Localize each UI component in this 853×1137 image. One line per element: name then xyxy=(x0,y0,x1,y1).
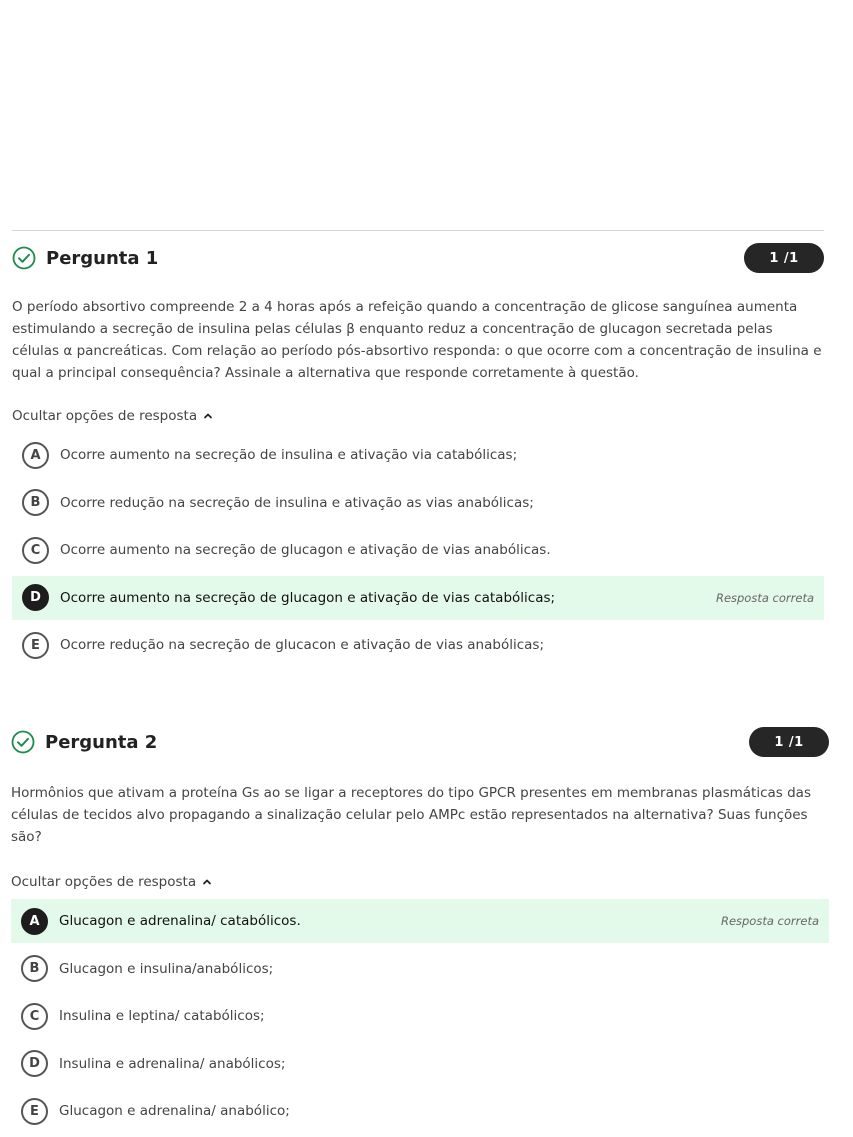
option-letter: E xyxy=(21,1098,48,1125)
option-text: Glucagon e insulina/anabólicos; xyxy=(59,960,274,977)
option-e[interactable] xyxy=(12,623,824,667)
option-letter: A xyxy=(21,908,48,935)
question-header xyxy=(12,242,824,274)
option-text: Ocorre aumento na secreção de insulina e ativação via catabólicas; xyxy=(60,447,518,463)
option-c[interactable] xyxy=(11,994,829,1038)
question-text: O período absortivo compreende 2 a 4 horas após a refeição quando a concentração de glicose sanguínea aumenta estimulando a secreção de insulina pelas células β enquanto reduz a concentração de glucagon secretada pelas células α pancreáticas. Com relação ao período pós-absortivo responda: o que ocorre com a concentração de insulina e qual a principal consequência? Assinale a alternativa que responde corretamente à questão. xyxy=(12,299,822,381)
option-letter: D xyxy=(21,1050,48,1077)
correct-answer-label: Resposta correta xyxy=(715,590,814,605)
question-text: Hormônios que ativam a proteína Gs ao se ligar a receptores do tipo GPCR presentes em membranas plasmáticas das células de tecidos alvo propagando a sinalização celular pelo AMPc estão representados na alternativa? Suas funções são? xyxy=(11,785,811,845)
question-header xyxy=(11,726,829,758)
question-1 xyxy=(12,242,824,671)
chevron-up-icon xyxy=(202,410,214,422)
question-title: Pergunta 1 xyxy=(46,247,159,269)
option-e[interactable] xyxy=(11,1089,829,1133)
toggle-label: Ocultar opções de resposta xyxy=(11,874,197,890)
question-title: Pergunta 2 xyxy=(45,731,158,753)
option-text: Ocorre redução na secreção de glucacon e ativação de vias anabólicas; xyxy=(60,637,544,653)
option-text: Insulina e leptina/ catabólicos; xyxy=(59,1008,265,1024)
chevron-up-icon xyxy=(201,876,213,888)
option-b[interactable] xyxy=(12,481,824,525)
option-text: Glucagon e adrenalina/ catabólicos. xyxy=(59,913,301,929)
option-text: Ocorre aumento na secreção de glucagon e ativação de vias catabólicas; xyxy=(60,589,556,606)
hide-options-toggle[interactable] xyxy=(11,874,829,890)
option-text: Ocorre redução na secreção de insulina e ativação as vias anabólicas; xyxy=(60,494,534,511)
option-a[interactable] xyxy=(11,899,829,943)
option-letter: D xyxy=(22,584,49,611)
check-circle-icon xyxy=(12,246,36,270)
option-letter: C xyxy=(21,1003,48,1030)
answer-options xyxy=(11,899,829,1133)
answer-options xyxy=(12,433,824,667)
option-b[interactable] xyxy=(11,947,829,991)
option-letter: A xyxy=(22,442,49,469)
option-text: Insulina e adrenalina/ anabólicos; xyxy=(59,1055,286,1072)
option-text: Ocorre aumento na secreção de glucagon e ativação de vias anabólicas. xyxy=(60,542,551,558)
option-c[interactable] xyxy=(12,528,824,572)
option-text: Glucagon e adrenalina/ anabólico; xyxy=(59,1103,290,1119)
divider xyxy=(12,230,824,231)
option-letter: B xyxy=(22,489,49,516)
option-letter: C xyxy=(22,537,49,564)
check-circle-icon xyxy=(11,730,35,754)
option-letter: B xyxy=(21,955,48,982)
question-2 xyxy=(11,726,829,1137)
option-d[interactable] xyxy=(11,1042,829,1086)
score-badge: 1 /1 xyxy=(749,727,829,757)
option-d[interactable] xyxy=(12,576,824,620)
toggle-label: Ocultar opções de resposta xyxy=(12,408,198,424)
correct-answer-label: Resposta correta xyxy=(720,914,819,928)
hide-options-toggle[interactable] xyxy=(12,408,824,424)
score-badge: 1 /1 xyxy=(744,243,824,273)
option-letter: E xyxy=(22,632,49,659)
option-a[interactable] xyxy=(12,433,824,477)
